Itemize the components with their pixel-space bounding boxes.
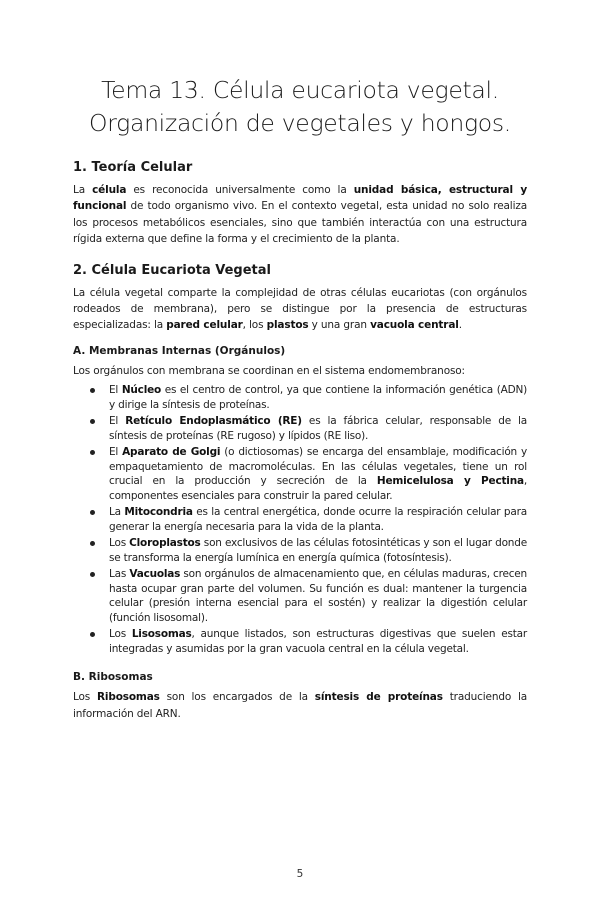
page-number: 5	[296, 868, 304, 880]
title-line-2: Organización de vegetales y hongos.	[89, 109, 511, 137]
bullet-icon	[90, 510, 95, 515]
subsection-b-paragraph: Los Ribosomas son los encargados de la síntesis de proteínas traduciendo la información del ARN.	[73, 691, 528, 720]
list-item: Los Lisosomas, aunque listados, son estructuras digestivas que suelen estar integradas y asumidas por la gran vacuola central en la célula vegetal.	[109, 627, 527, 656]
bullet-icon	[90, 632, 95, 637]
bullet-icon	[90, 572, 95, 577]
bullet-icon	[90, 541, 95, 546]
subsection-a-intro: Los orgánulos con membrana se coordinan en el sistema endomembranoso:	[73, 364, 465, 377]
section-1-heading: 1. Teoría Celular	[73, 160, 193, 175]
list-item: El Núcleo es el centro de control, ya que contiene la información genética (ADN) y dirige la síntesis de proteínas.	[109, 383, 527, 412]
section-2-heading: 2. Célula Eucariota Vegetal	[73, 262, 271, 278]
organelle-list	[73, 383, 527, 656]
section-1-paragraph: La célula es reconocida universalmente como la unidad básica, estructural y funcional de todo organismo vivo. En el contexto vegetal, esta unidad no solo realiza los procesos metabólicos esenciales, sino que también interactúa con una estructura rígida externa que define la forma y el crecimiento de la planta.	[73, 184, 528, 246]
list-item: El Aparato de Golgi (o dictiosomas) se encarga del ensamblaje, modificación y empaquetamiento de macromoléculas. En las células vegetales, tiene un rol crucial en la producción y secreción de la Hemicelulosa y Pectina, componentes esenciales para construir la pared celular.	[109, 445, 527, 503]
subsection-b-heading: B. Ribosomas	[73, 671, 153, 684]
bullet-icon	[90, 450, 95, 455]
list-item: El Retículo Endoplasmático (RE) es la fábrica celular, responsable de la síntesis de proteínas (RE rugoso) y lípidos (RE liso).	[109, 414, 527, 443]
list-item: Los Cloroplastos son exclusivos de las células fotosintéticas y son el lugar donde se transforma la energía lumínica en energía química (fotosíntesis).	[109, 536, 527, 565]
bullet-icon	[90, 419, 95, 424]
list-item: Las Vacuolas son orgánulos de almacenamiento que, en células maduras, crecen hasta ocupar gran parte del volumen. Su función es dual: mantener la turgencia celular (presión interna esencial para el sostén) y realizar la digestión celular (función lisosomal).	[109, 567, 527, 625]
title-line-1: Tema 13. Célula eucariota vegetal.	[101, 76, 499, 104]
bullet-icon	[90, 388, 95, 393]
section-2-paragraph: La célula vegetal comparte la complejidad de otras células eucariotas (con orgánulos rodeados de membrana), pero se distingue por la presencia de estructuras especializadas: la pared celular, los plastos y una gran vacuola central.	[73, 286, 527, 332]
list-item: La Mitocondria es la central energética, donde ocurre la respiración celular para generar la energía necesaria para la vida de la planta.	[109, 505, 527, 534]
subsection-a-heading: A. Membranas Internas (Orgánulos)	[73, 344, 286, 357]
page-title	[73, 74, 527, 140]
document-page	[0, 74, 600, 922]
